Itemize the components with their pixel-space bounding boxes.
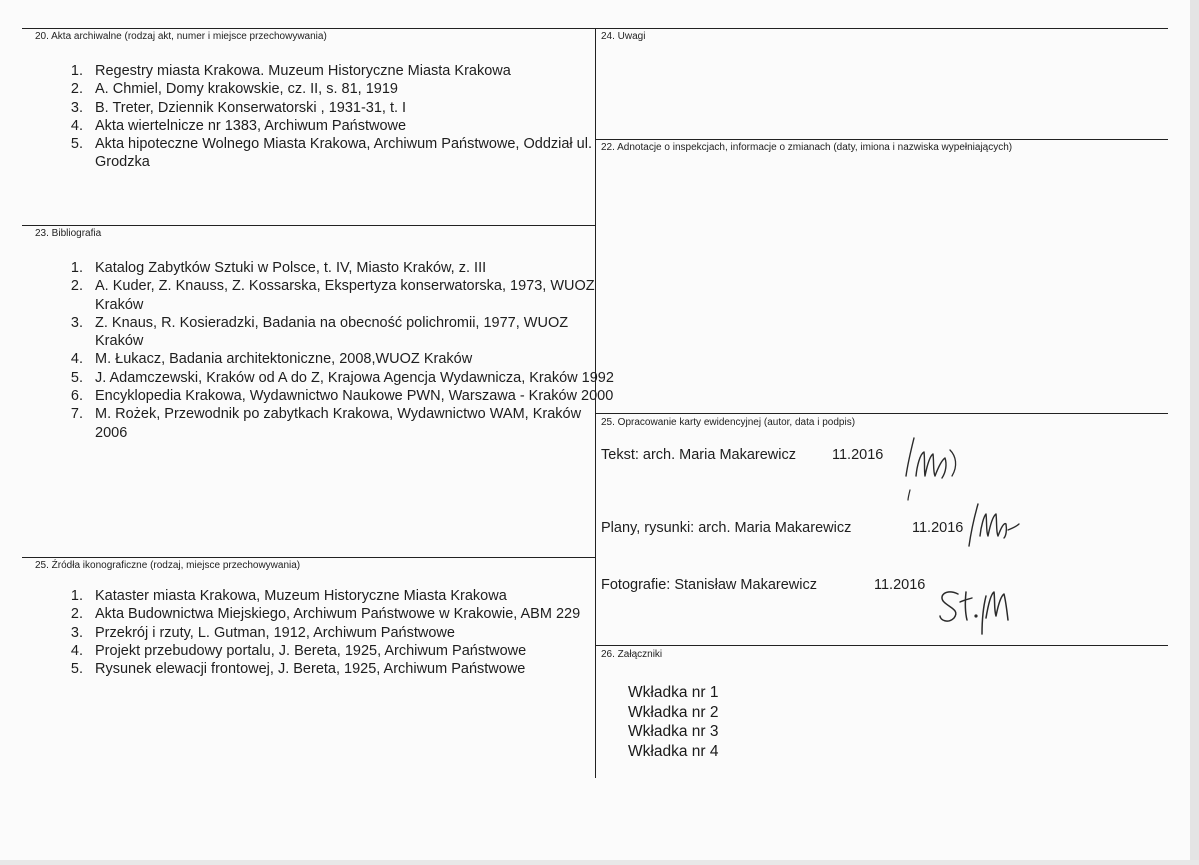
handwritten-signature-mm — [898, 432, 968, 504]
list-item: 3. Z. Knaus, R. Kosieradzki, Badania na obecność polichromii, 1977, WUOZ Kraków — [87, 314, 615, 351]
list-item: 2. A. Chmiel, Domy krakowskie, cz. II, s. 81, 1919 — [87, 80, 627, 98]
list-item: 4. M. Łukacz, Badania architektoniczne, 2008,WUOZ Kraków — [87, 350, 615, 368]
plany-date: 11.2016 — [912, 520, 964, 536]
list-item: 1. Kataster miasta Krakowa, Muzeum Historyczne Miasta Krakowa — [87, 587, 607, 605]
rule-left-zrodla — [22, 557, 595, 558]
tekst-date: 11.2016 — [832, 447, 884, 463]
scan-edge-right — [1190, 0, 1199, 865]
list-item: 5. Rysunek elewacji frontowej, J. Bereta, 1925, Archiwum Państwowe — [87, 660, 607, 678]
tekst-author: Tekst: arch. Maria Makarewicz — [601, 447, 796, 463]
rule-right-zalaczniki — [595, 645, 1168, 646]
handwritten-signature-st-m — [932, 578, 1022, 638]
akta-list — [35, 62, 627, 172]
list-item: 5. Akta hipoteczne Wolnego Miasta Krakowa, Archiwum Państwowe, Oddział ul. Grodzka — [87, 135, 627, 172]
list-item: 6. Encyklopedia Krakowa, Wydawnictwo Naukowe PWN, Warszawa - Kraków 2000 — [87, 387, 615, 405]
list-item: Wkładka nr 4 — [628, 742, 719, 760]
list-item: 2. A. Kuder, Z. Knauss, Z. Kossarska, Ekspertyza konserwatorska, 1973, WUOZ Kraków — [87, 277, 615, 314]
list-item: 5. J. Adamczewski, Kraków od A do Z, Krajowa Agencja Wydawnicza, Kraków 1992 — [87, 369, 615, 387]
foto-author: Fotografie: Stanisław Makarewicz — [601, 577, 817, 593]
list-item: 4. Projekt przebudowy portalu, J. Bereta, 1925, Archiwum Państwowe — [87, 642, 607, 660]
rule-right-adnotacje — [595, 139, 1168, 140]
list-item: Wkładka nr 1 — [628, 684, 719, 701]
list-item: 2. Akta Budownictwa Miejskiego, Archiwum Państwowe w Krakowie, ABM 229 — [87, 605, 607, 623]
akta-label: 20. Akta archiwalne (rodzaj akt, numer i miejsce przechowywania) — [35, 31, 327, 42]
plany-author: Plany, rysunki: arch. Maria Makarewicz — [601, 520, 852, 536]
opracowanie-label: 25. Opracowanie karty ewidencyjnej (autor, data i podpis) — [601, 417, 856, 428]
list-item: Wkładka nr 3 — [628, 723, 719, 740]
list-item: 3. Przekrój i rzuty, L. Gutman, 1912, Archiwum Państwowe — [87, 624, 607, 642]
zalaczniki-list — [628, 683, 718, 761]
list-item: 4. Akta wiertelnicze nr 1383, Archiwum Państwowe — [87, 117, 627, 135]
zrodla-list — [35, 587, 607, 678]
zrodla-label: 25. Źródła ikonograficzne (rodzaj, miejsce przechowywania) — [35, 560, 301, 571]
handwritten-signature-mm-2 — [962, 500, 1022, 552]
scan-edge-bottom — [0, 860, 1199, 865]
list-item: Wkładka nr 2 — [628, 703, 719, 721]
list-item: 1. Regestry miasta Krakowa. Muzeum Historyczne Miasta Krakowa — [87, 62, 627, 80]
uwagi-label: 24. Uwagi — [601, 31, 646, 42]
list-item: 1. Katalog Zabytków Sztuki w Polsce, t. IV, Miasto Kraków, z. III — [87, 259, 615, 277]
zalaczniki-label: 26. Załączniki — [601, 649, 663, 660]
rule-left-bibliografia — [22, 225, 595, 226]
list-item: 3. B. Treter, Dziennik Konserwatorski , 1931-31, t. I — [87, 99, 627, 117]
adnotacje-label: 22. Adnotacje o inspekcjach, informacje o zmianach (daty, imiona i nazwiska wypełniających) — [601, 142, 1013, 153]
bibliografia-label: 23. Bibliografia — [35, 228, 102, 239]
list-item: 7. M. Rożek, Przewodnik po zabytkach Krakowa, Wydawnictwo WAM, Kraków 2006 — [87, 405, 615, 442]
bibliografia-list — [35, 259, 615, 442]
rule-right-opracowanie — [595, 413, 1168, 414]
foto-date: 11.2016 — [874, 577, 926, 593]
